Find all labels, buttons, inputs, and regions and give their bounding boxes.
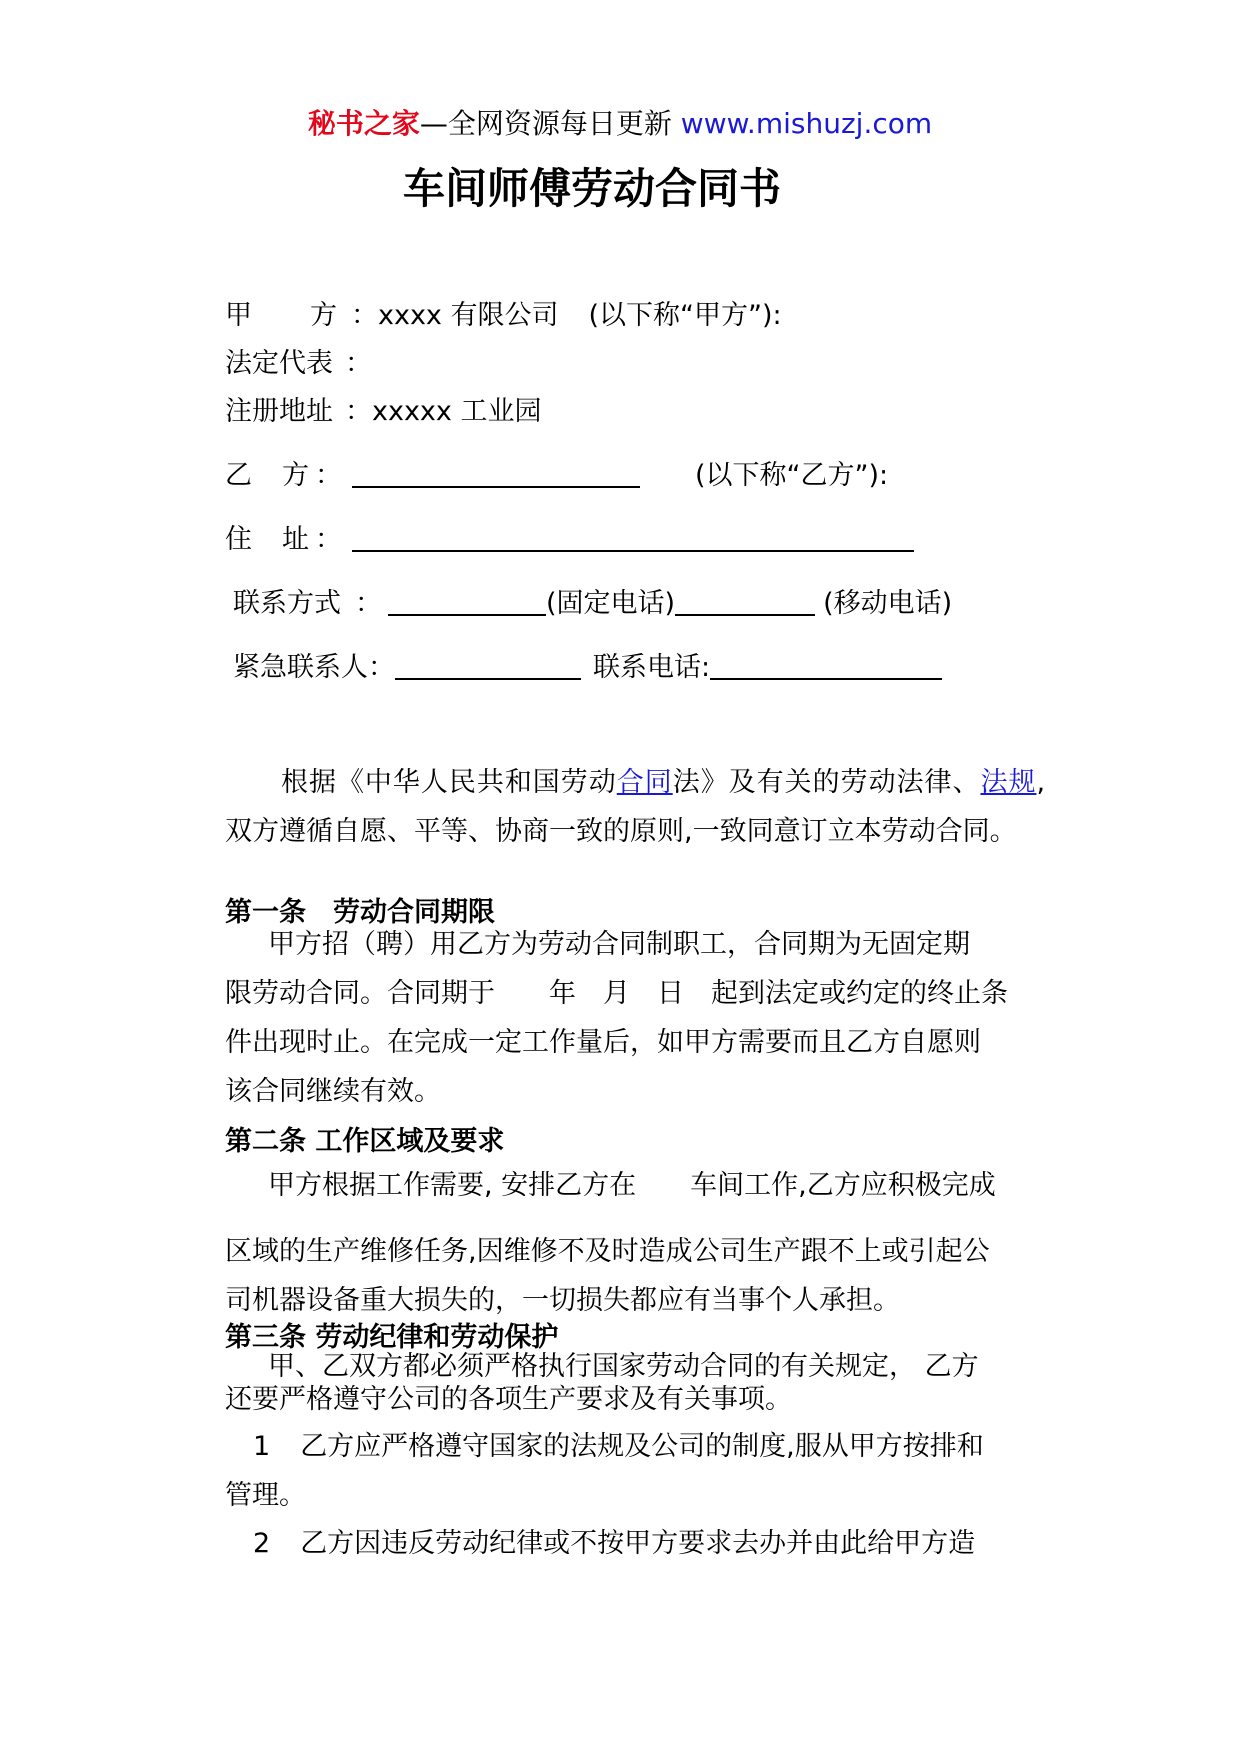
address-row: [225, 520, 914, 560]
party-b-note: (以下称“乙方”):: [695, 460, 889, 491]
article-3-line-2: 还要严格遵守公司的各项生产要求及有关事项。: [225, 1384, 792, 1415]
party-b-label-1: 乙: [225, 460, 252, 491]
party-b-sep: ：: [315, 460, 342, 491]
emergency-label: 紧急联系人：: [233, 652, 395, 683]
contract-link[interactable]: 合同: [616, 767, 673, 798]
legal-rep-sep: ：: [345, 348, 372, 379]
article-2-line-2: 区域的生产维修任务,因维修不及时造成公司生产跟不上或引起公: [225, 1236, 990, 1267]
article-1-line-4: 该合同继续有效。: [225, 1076, 441, 1107]
article-1-heading: 第一条 劳动合同期限: [225, 897, 495, 928]
banner-slogan: —全网资源每日更新: [419, 107, 672, 140]
party-a-label-1: 甲: [225, 300, 252, 331]
document-title: 车间师傅劳动合同书: [402, 164, 781, 213]
intro-paragraph: [225, 758, 1045, 856]
party-a-row: [225, 296, 782, 336]
intro-text-3: , 双方遵循自愿、平等、协商一致的原则,一致同意订立本劳动合同。: [225, 767, 1046, 847]
reg-address-value: xxxxx 工业园: [372, 396, 542, 427]
party-a-label-2: 方: [310, 300, 337, 331]
article-3-item-2: [253, 1524, 975, 1564]
article-2-line-3: 司机器设备重大损失的，一切损失都应有当事个人承担。: [225, 1285, 900, 1316]
emergency-phone-blank[interactable]: [710, 650, 942, 680]
article-3-item-1-cont: 管理。: [225, 1480, 306, 1511]
article-3-heading: 第三条 劳动纪律和劳动保护: [225, 1322, 559, 1353]
article-1-line-2: 限劳动合同。合同期于 年 月 日 起到法定或约定的终止条: [225, 978, 1008, 1009]
emergency-phone-label: 联系电话:: [593, 652, 711, 683]
legal-rep-label: 法定代表: [225, 348, 333, 379]
mobile-phone-blank[interactable]: [675, 586, 815, 616]
fixed-phone-label: (固定电话): [546, 588, 676, 619]
contact-label: 联系方式: [233, 588, 341, 619]
party-a-sep: ：: [351, 300, 378, 331]
address-label-1: 住: [225, 524, 252, 555]
intro-text-2: 法》及有关的劳动法律、: [672, 767, 981, 798]
address-blank[interactable]: [352, 522, 914, 552]
reg-address-sep: ：: [345, 396, 372, 427]
intro-text-1: 根据《中华人民共和国劳动: [281, 767, 617, 798]
article-2-line-1: 甲方根据工作需要, 安排乙方在 车间工作,乙方应积极完成: [268, 1170, 996, 1201]
item-1-number: 1: [253, 1431, 271, 1462]
mobile-phone-label: (移动电话): [823, 588, 953, 619]
party-b-label-2: 方: [282, 460, 309, 491]
legal-rep-row: [225, 344, 372, 384]
reg-address-label: 注册地址: [225, 396, 333, 427]
site-url-link[interactable]: www.mishuzj.com: [680, 107, 933, 140]
article-3-item-1: [253, 1427, 984, 1467]
site-banner: [0, 104, 1240, 144]
article-2-heading: 第二条 工作区域及要求: [225, 1126, 505, 1157]
article-1-line-3: 件出现时止。在完成一定工作量后，如甲方需要而且乙方自愿则: [225, 1027, 981, 1058]
party-b-name-blank[interactable]: [352, 458, 640, 488]
emergency-contact-blank[interactable]: [395, 650, 581, 680]
article-3-line-1: 甲、乙双方都必须严格执行国家劳动合同的有关规定， 乙方: [268, 1351, 979, 1382]
fixed-phone-blank[interactable]: [388, 586, 546, 616]
item-2-text: 乙方因违反劳动纪律或不按甲方要求去办并由此给甲方造: [300, 1528, 976, 1559]
article-1-line-1: 甲方招（聘）用乙方为劳动合同制职工，合同期为无固定期: [268, 929, 970, 960]
address-label-2: 址: [282, 524, 309, 555]
address-sep: ：: [315, 524, 342, 555]
reg-address-row: [225, 392, 541, 432]
party-a-value: xxxx 有限公司: [378, 300, 559, 331]
brand-name: 秘书之家: [307, 107, 420, 140]
contact-sep: ：: [355, 588, 382, 619]
item-2-number: 2: [253, 1528, 271, 1559]
item-1-text: 乙方应严格遵守国家的法规及公司的制度,服从甲方按排和: [300, 1431, 984, 1462]
regulations-link[interactable]: 法规: [980, 767, 1037, 798]
emergency-row: [233, 648, 942, 688]
contact-row: [233, 584, 952, 624]
party-a-note: (以下称“甲方”):: [588, 300, 782, 331]
party-b-row: [225, 456, 888, 496]
